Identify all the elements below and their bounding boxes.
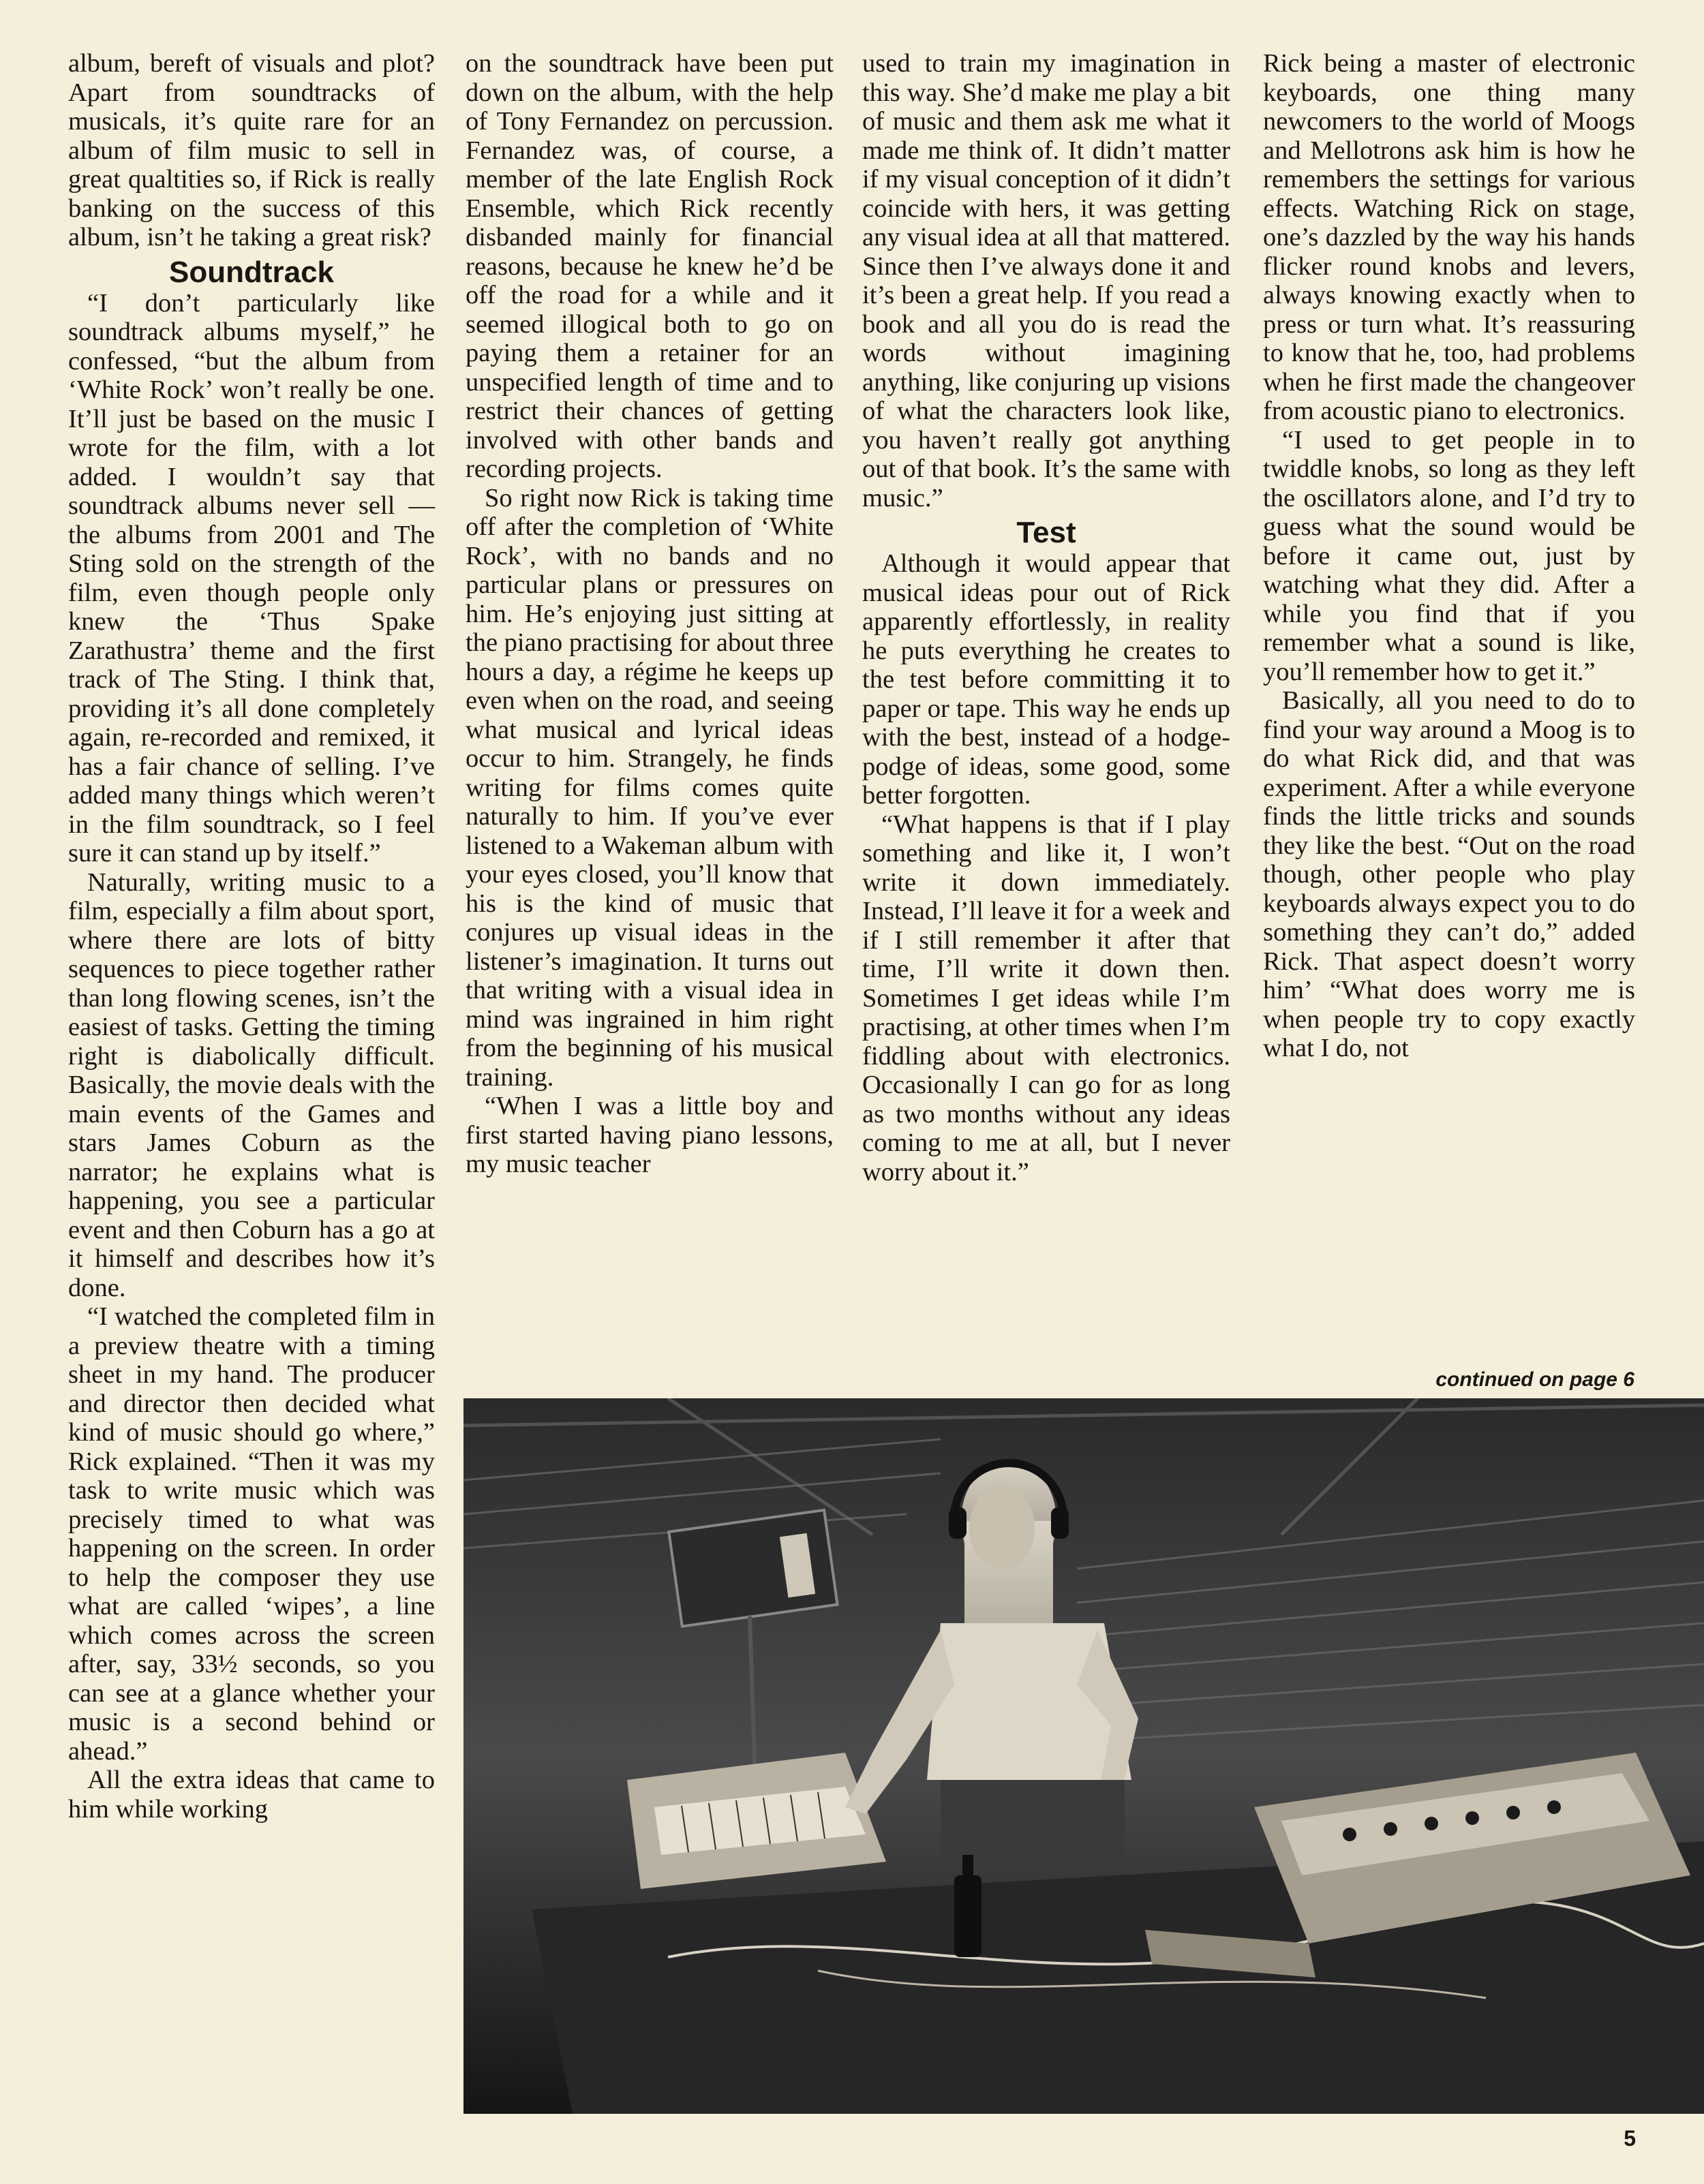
article-paragraph: “What happens is that if I play something and like it, I won’t write it down immediately. Instead, I’ll leave it for a week and if I still remember it after that time, I’ll write it down then. Sometimes I get ideas while I’m practising, at other times when I’m fiddling about with electronics. Occasionally I can go for as long as two months without any ideas coming to me at all, but I never worry about it.” [862, 810, 1230, 1186]
article-paragraph: Naturally, writing music to a film, especially a film about sport, where there are lots of bitty sequences to piece together rather than long flowing scenes, isn’t the easiest of tasks. Getting the timing right is diabolically difficult. Basically, the movie deals with the main events of the Games and stars James Coburn as the narrator; he explains what is happening, you see a particular event and then Coburn has a go at it himself and describes how it’s done. [68, 867, 435, 1302]
article-paragraph: “I don’t particularly like soundtrack albums myself,” he confessed, “but the album from ‘White Rock’ won’t really be one. It’ll just be based on the music I wrote for the film, with a lot added. I wouldn’t say that soundtrack albums never sell — the albums from 2001 and The Sting sold on the strength of the film, even though people only knew the ‘Thus Spake Zarathustra’ theme and the first track of The Sting. I think that, providing it’s all done completely again, re-recorded and remixed, it has a fair chance of selling. I’ve added many things which weren’t in the film soundtrack, so I feel sure it can stand up by itself.” [68, 288, 435, 867]
section-heading: Test [1016, 516, 1076, 549]
article-paragraph: All the extra ideas that came to him while working [68, 1766, 435, 1824]
article-photo [463, 1398, 1704, 2114]
article-column-2 [466, 49, 834, 1179]
article-paragraph: Although it would appear that musical ideas pour out of Rick apparently effortlessly, in reality he puts everything he creates to the test before committing it to paper or tape. This way he ends up with the best, instead of a hodge-podge of ideas, some good, some better forgotten. [862, 549, 1230, 810]
article-column-1 [68, 49, 435, 1824]
article-paragraph: on the soundtrack have been put down on the album, with the help of Tony Fernandez on percussion. Fernandez was, of course, a member of the late English Rock Ensemble, which Rick recently disbanded mainly for financial reasons, because he knew he’d be off the road for a while and it seemed illogical both to go on paying them a retainer for an unspecified length of time and to restrict their chances of getting involved with other bands and recording projects. [466, 49, 834, 483]
article-paragraph: “I watched the completed film in a preview theatre with a timing sheet in my hand. The producer and director then decided what kind of music should go where,” Rick explained. “Then it was my task to write music which was precisely timed to what was happening on the screen. In order to help the composer they use what are called ‘wipes’, a line which comes across the screen after, say, 33½ seconds, so you can see at a glance whether your music is a second behind or ahead.” [68, 1302, 435, 1766]
continued-note: continued on page 6 [1435, 1368, 1634, 1391]
article-paragraph: album, bereft of visuals and plot? Apart from soundtracks of musicals, it’s quite rare for an album of film music to sell in great qualtities so, if Rick is really banking on the success of this album, isn’t he taking a great risk? [68, 49, 435, 251]
page-number: 5 [1624, 2126, 1636, 2151]
article-paragraph: used to train my imagination in this way. She’d make me play a bit of music and them ask me what it made me think of. It didn’t matter if my visual conception of it didn’t coincide with hers, it was getting any visual idea at all that mattered. Since then I’ve always done it and it’s been a great help. If you read a book and all you do is read the words without imagining anything, like conjuring up visions of what the characters look like, you haven’t really got anything out of that book. It’s the same with music.” [862, 49, 1230, 512]
article-column-4 [1263, 49, 1635, 1063]
article-paragraph: “I used to get people in to twiddle knobs, so long as they left the oscillators alone, and I’d try to guess what the sound would be before it came out, just by watching what they did. After a while you find that if you remember what a sound is like, you’ll remember how to get it.” [1263, 425, 1635, 686]
article-paragraph: So right now Rick is taking time off after the completion of ‘White Rock’, with no bands and no particular plans or pressures on him. He’s enjoying just sitting at the piano practising for about three hours a day, a régime he keeps up even when on the road, and seeing what musical and lyrical ideas occur to him. Strangely, he finds writing for films comes quite naturally to him. If you’ve ever listened to a Wakeman album with your eyes closed, you’ll know that his is the kind of music that conjures up visual ideas in the listener’s imagination. It turns out that writing with a visual idea in mind was ingrained in him right from the beginning of his musical training. [466, 483, 834, 1092]
article-paragraph: Basically, all you need to do to find your way around a Moog is to do what Rick did, and that was experiment. After a while everyone finds the little tricks and sounds they like the best. “Out on the road though, other people who play keyboards always expect you to do something they can’t do,” added Rick. That aspect doesn’t worry him’ “What does worry me is when people try to copy exactly what I do, not [1263, 686, 1635, 1062]
article-column-3 [862, 49, 1230, 1186]
section-heading: Soundtrack [168, 255, 335, 289]
article-paragraph: “When I was a little boy and first started having piano lessons, my music teacher [466, 1092, 834, 1178]
article-paragraph: Rick being a master of electronic keyboards, one thing many newcomers to the world of Moogs and Mellotrons ask him is how he remembers the settings for various effects. Watching Rick on stage, one’s dazzled by the way his hands flicker round knobs and levers, always knowing exactly when to press or turn what. It’s reassuring to know that he, too, had problems when he first made the changeover from acoustic piano to electronics. [1263, 49, 1635, 425]
